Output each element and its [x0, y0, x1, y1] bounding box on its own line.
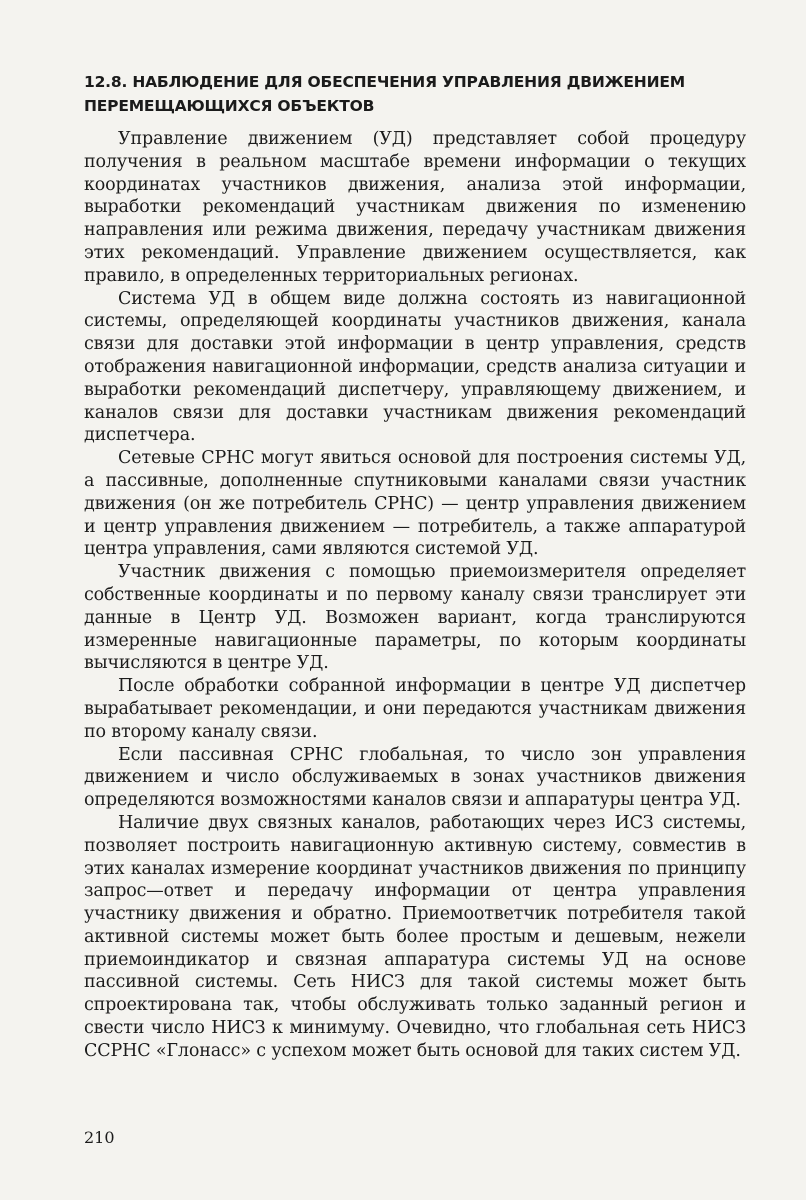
- paragraph: После обработки собранной информации в центре УД диспетчер вырабатывает рекомендации, и они передаются участникам движения по второму каналу связи.: [84, 676, 746, 742]
- body-text: [84, 128, 746, 1063]
- paragraph: Если пассивная СРНС глобальная, то число зон управления движением и число обслуживаемых в зонах участников движения определяются возможностями каналов связи и аппаратуры центра УД.: [84, 744, 746, 811]
- section-heading: 12.8. НАБЛЮДЕНИЕ ДЛЯ ОБЕСПЕЧЕНИЯ УПРАВЛЕНИЯ ДВИЖЕНИЕМ ПЕРЕМЕЩАЮЩИХСЯ ОБЪЕКТОВ: [84, 73, 685, 115]
- paragraph: Система УД в общем виде должна состоять из навигационной системы, определяющей координаты участников движения, канала связи для доставки этой информации в центр управления, средств отображения навигационной информации, средств анализа ситуации и выработки рекомендаций диспетчеру, управляющему движением, и каналов связи для доставки участникам движения рекомендаций диспетчера.: [84, 288, 746, 446]
- paragraph: Участник движения с помощью приемоизмерителя определяет собственные координаты и по первому каналу связи транслирует эти данные в Центр УД. Возможен вариант, когда транслируются измеренные навигационные параметры, по которым координаты вычисляются в центре УД.: [84, 562, 746, 674]
- paragraph: Управление движением (УД) представляет собой процедуру получения в реальном масштабе времени информации о текущих координатах участников движения, анализа этой информации, выработки рекомендаций участникам движения по изменению направления или режима движения, передачу участникам движения этих рекомендаций. Управление движением осуществляется, как правило, в определенных территориальных регионах.: [84, 129, 746, 286]
- paragraph: Наличие двух связных каналов, работающих через ИСЗ системы, позволяет построить навигационную активную систему, совместив в этих каналах измерение координат участников движения по принципу запрос—ответ и передачу информации от центра управления участнику движения и обратно. Приемоответчик потребителя такой активной системы может быть более простым и дешевым, нежели приемоиндикатор и связная аппаратура системы УД на основе пассивной системы. Сеть НИСЗ для такой системы может быть спроектирована так, чтобы обслуживать только заданный регион и свести число НИСЗ к минимуму. Очевидно, что глобальная сеть НИСЗ ССРНС «Глонасс» с успехом может быть основой для таких систем УД.: [84, 812, 746, 1061]
- paragraph: Сетевые СРНС могут явиться основой для построения системы УД, а пассивные, дополненные спутниковыми каналами связи участник движения (он же потребитель СРНС) — центр управления движением и центр управления движением — потребитель, а также аппаратурой центра управления, сами являются системой УД.: [84, 448, 746, 560]
- page-number: 210: [84, 1128, 115, 1147]
